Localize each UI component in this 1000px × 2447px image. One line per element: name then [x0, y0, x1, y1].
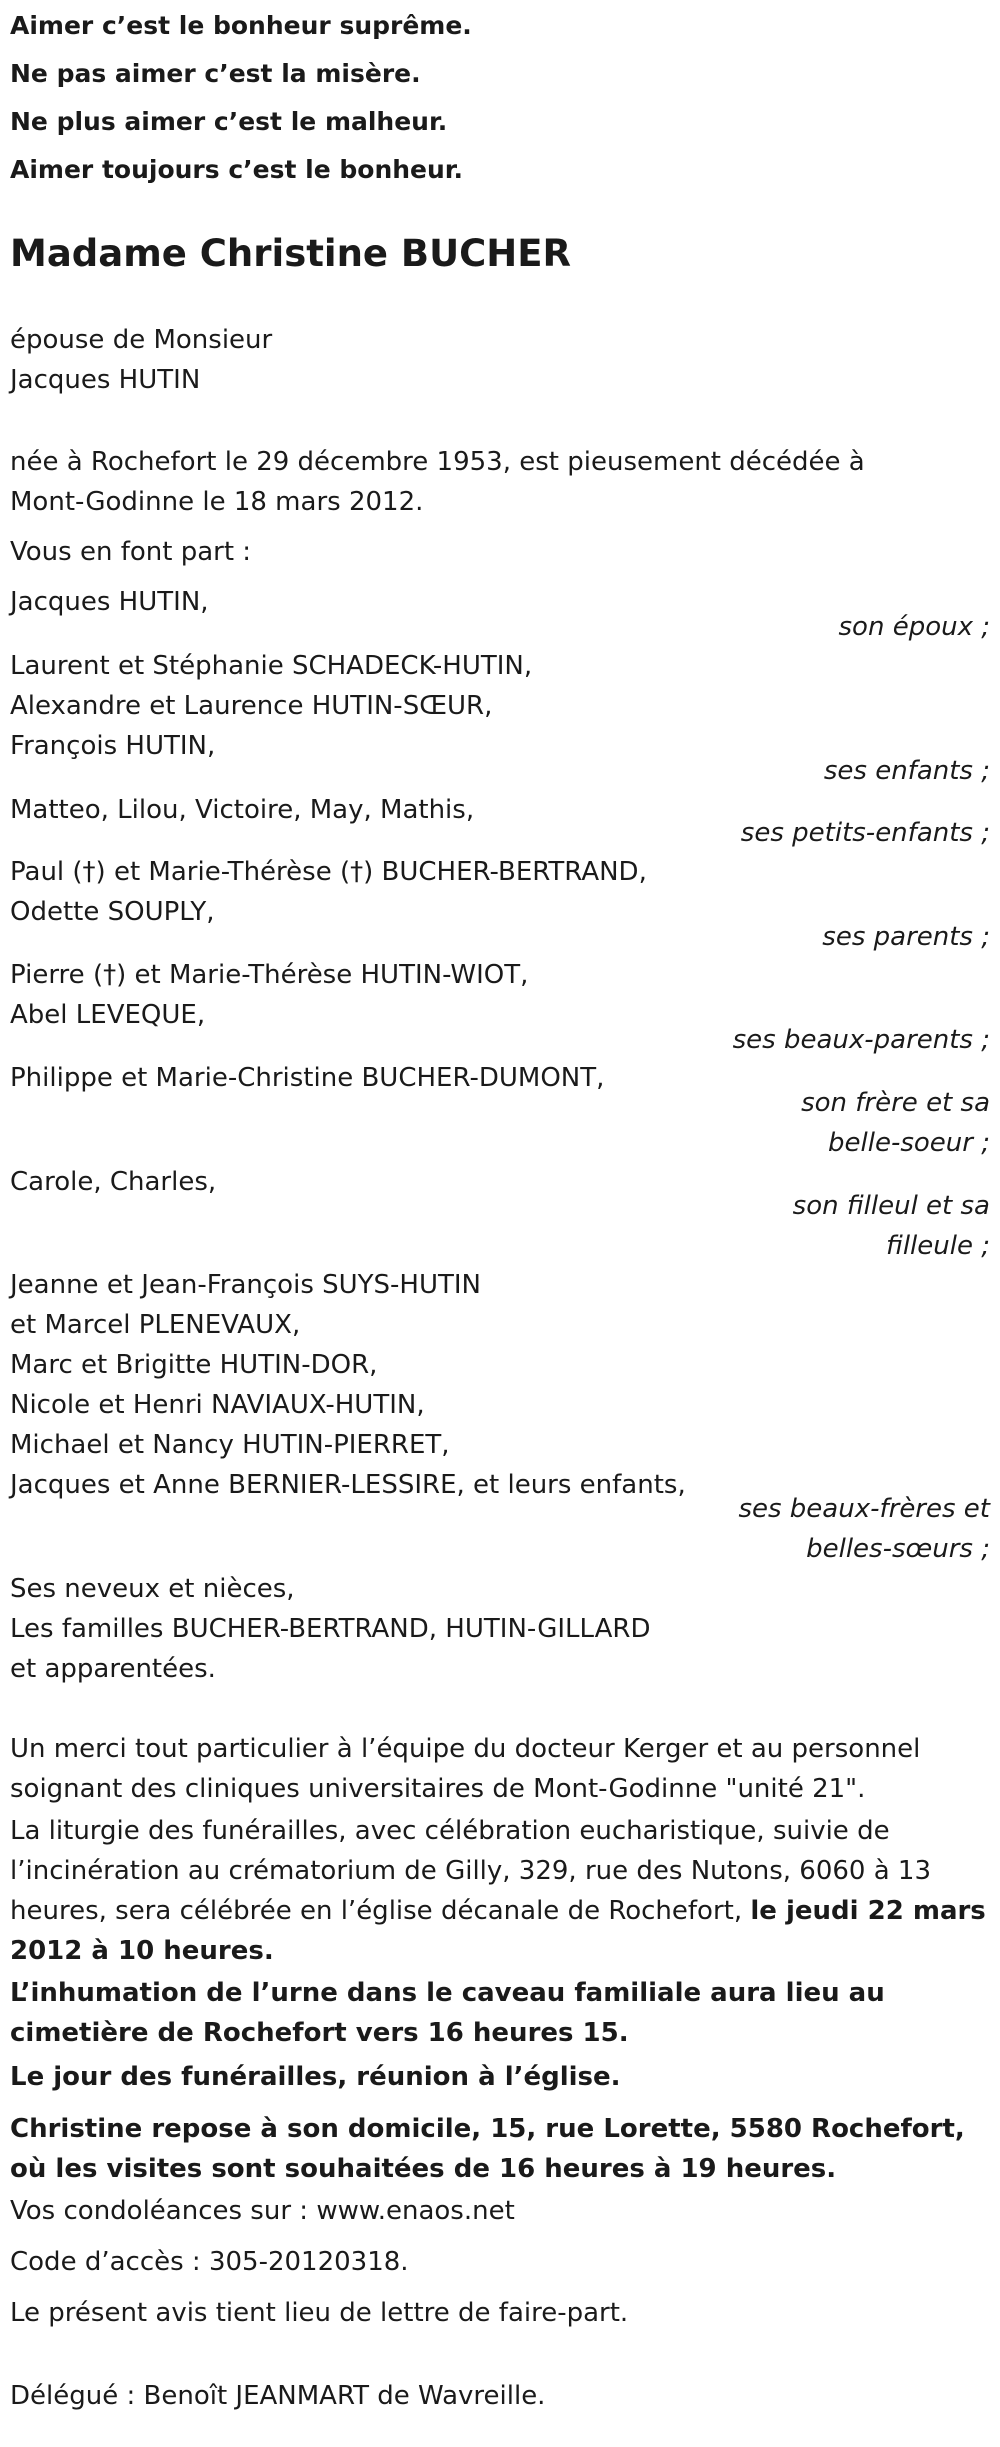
- family-name-line: Michael et Nancy HUTIN-PIERRET,: [10, 1430, 450, 1460]
- access-code-text: Code d’accès : 305-20120318.: [10, 2247, 409, 2277]
- family-name-line: Odette SOUPLY,: [10, 897, 215, 927]
- relation-line: son frère et sa: [801, 1088, 990, 1118]
- poem-line: Aimer toujours c’est le bonheur.: [10, 155, 464, 184]
- liturgy-text: La liturgie des funérailles, avec célébration eucharistique, suivie de l’incinération au crématorium de Gilly, 329, rue des Nutons, 6060 à 13 heures, sera célébrée en l’église décanale de Rochefort,: [10, 1816, 931, 1926]
- spouse-info: [10, 320, 995, 400]
- poem: [10, 2, 995, 194]
- family-name-line: Laurent et Stéphanie SCHADECK-HUTIN,: [10, 651, 533, 681]
- family-name-line: François HUTIN,: [10, 731, 216, 761]
- family-name-line: Matteo, Lilou, Victoire, May, Mathis,: [10, 795, 475, 825]
- extended-family-line: Les familles BUCHER-BERTRAND, HUTIN-GILLARD: [10, 1614, 651, 1644]
- poem-line: Aimer c’est le bonheur suprême.: [10, 11, 472, 40]
- liturgy-paragraph: [10, 1811, 995, 1971]
- family-name-line: Alexandre et Laurence HUTIN-SŒUR,: [10, 691, 493, 721]
- family-name-line: Carole, Charles,: [10, 1167, 217, 1197]
- relation-line: ses enfants ;: [823, 756, 990, 786]
- notice-text: Le présent avis tient lieu de lettre de faire-part.: [10, 2298, 629, 2328]
- family-relation: [822, 917, 990, 957]
- family-relation: [793, 1186, 990, 1266]
- family-name-line: Jacques HUTIN,: [10, 587, 209, 617]
- family-relation: [741, 813, 990, 853]
- family-name-line: Abel LEVEQUE,: [10, 1000, 206, 1030]
- relation-line: ses beaux-frères et: [738, 1494, 990, 1524]
- spouse-line: épouse de Monsieur: [10, 325, 273, 355]
- announce-text: Vous en font part :: [10, 537, 252, 567]
- family-name-line: Nicole et Henri NAVIAUX-HUTIN,: [10, 1390, 425, 1420]
- delegate-text: Délégué : Benoît JEANMART de Wavreille.: [10, 2381, 546, 2411]
- family-name-line: Philippe et Marie-Christine BUCHER-DUMONT,: [10, 1063, 605, 1093]
- family-names: [10, 1265, 995, 1505]
- family-relation: [824, 751, 990, 791]
- family-relation: [801, 1083, 990, 1163]
- relation-line: filleule ;: [886, 1231, 990, 1261]
- relation-line: son filleul et sa: [792, 1191, 990, 1221]
- condolences-text: Vos condoléances sur : www.enaos.net: [10, 2196, 515, 2226]
- deceased-name: Madame Christine BUCHER: [10, 232, 572, 275]
- visits-paragraph: Christine repose à son domicile, 15, rue Lorette, 5580 Rochefort, où les visites sont souhaitées de 16 heures à 19 heures.: [10, 2114, 965, 2184]
- relation-line: belle-soeur ;: [828, 1128, 990, 1158]
- extended-family: [10, 1569, 995, 1689]
- family-relation: [839, 607, 991, 647]
- poem-line: Ne pas aimer c’est la misère.: [10, 59, 421, 88]
- birth-death-info: [10, 442, 995, 522]
- relation-line: son époux ;: [838, 612, 990, 642]
- birth-death-line: Mont-Godinne le 18 mars 2012.: [10, 487, 424, 517]
- family-name-line: Jeanne et Jean-François SUYS-HUTIN: [10, 1270, 482, 1300]
- relation-line: belles-sœurs ;: [806, 1534, 990, 1564]
- family-name-line: et Marcel PLENEVAUX,: [10, 1310, 301, 1340]
- family-name-line: Jacques et Anne BERNIER-LESSIRE, et leurs enfants,: [10, 1470, 686, 1500]
- inhumation-paragraph: L’inhumation de l’urne dans le caveau familiale aura lieu au cimetière de Rochefort vers 16 heures 15.: [10, 1978, 885, 2048]
- family-name-line: Pierre (†) et Marie-Thérèse HUTIN-WIOT,: [10, 960, 529, 990]
- poem-line: Ne plus aimer c’est le malheur.: [10, 107, 448, 136]
- family-name-line: Marc et Brigitte HUTIN-DOR,: [10, 1350, 378, 1380]
- relation-line: ses petits-enfants ;: [740, 818, 990, 848]
- family-relation: [733, 1020, 990, 1060]
- reunion-paragraph: Le jour des funérailles, réunion à l’église.: [10, 2062, 621, 2092]
- relation-line: ses beaux-parents ;: [732, 1025, 990, 1055]
- spouse-line: Jacques HUTIN: [10, 365, 201, 395]
- family-relation: [738, 1489, 990, 1569]
- funeral-date: le jeudi 22 mars 2012 à 10 heures.: [10, 1896, 986, 1966]
- family-names: [10, 646, 995, 766]
- thanks-paragraph: Un merci tout particulier à l’équipe du docteur Kerger et au personnel soignant des cliniques universitaires de Mont-Godinne "unité 21".: [10, 1734, 921, 1804]
- family-name-line: Paul (†) et Marie-Thérèse (†) BUCHER-BERTRAND,: [10, 857, 647, 887]
- extended-family-line: et apparentées.: [10, 1654, 216, 1684]
- extended-family-line: Ses neveux et nièces,: [10, 1574, 295, 1604]
- relation-line: ses parents ;: [822, 922, 990, 952]
- birth-death-line: née à Rochefort le 29 décembre 1953, est pieusement décédée à: [10, 447, 865, 477]
